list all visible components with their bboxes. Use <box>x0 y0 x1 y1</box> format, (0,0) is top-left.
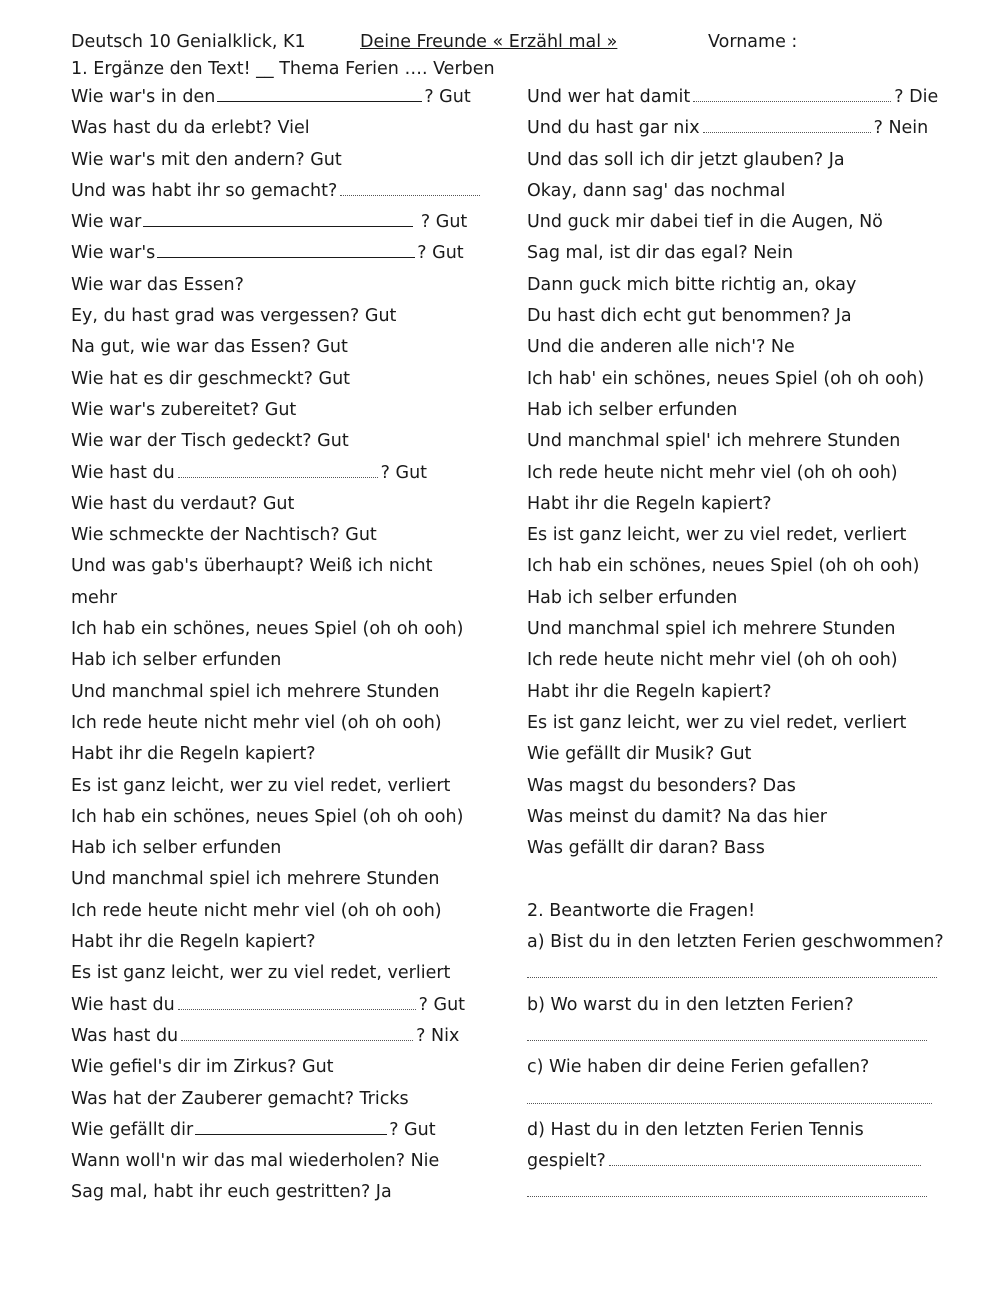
text-line: Wie war der Tisch gedeckt? Gut <box>71 431 349 452</box>
answer-text: ? Die <box>894 87 939 107</box>
fill-in-line <box>71 991 511 1022</box>
answer-blank[interactable] <box>527 961 937 978</box>
text-line: Und was gab's überhaupt? Weiß ich nicht <box>71 556 433 577</box>
text-line: Was meinst du damit? Na das hier <box>527 806 827 827</box>
text-line: Ich rede heute nicht mehr viel (oh oh ooh) <box>71 900 442 921</box>
lyrics-column-left <box>71 83 511 1210</box>
fill-in-line <box>527 1085 972 1116</box>
text-line: Hab ich selber erfunden <box>527 399 738 420</box>
text-line: a) Bist du in den letzten Ferien geschwommen? <box>527 932 944 953</box>
text-line: Okay, dann sag' das nochmal <box>527 180 786 201</box>
answer-text: ? Gut <box>424 87 471 107</box>
text-line: Hab ich selber erfunden <box>71 650 282 671</box>
prompt-text: Wie hast du <box>71 994 175 1015</box>
text-line: Ich rede heute nicht mehr viel (oh oh ooh) <box>527 462 898 483</box>
text-line: Habt ihr die Regeln kapiert? <box>71 744 316 765</box>
fill-in-line <box>527 1022 972 1053</box>
answer-blank[interactable] <box>217 84 422 102</box>
course-label: Deutsch 10 Genialklick, K1 <box>71 32 306 52</box>
lyrics-column-right <box>527 83 972 1210</box>
text-line: Und manchmal spiel ich mehrere Stunden <box>71 681 440 702</box>
answer-text: ? Gut <box>417 243 464 264</box>
text-line: Wie hat es dir geschmeckt? Gut <box>71 368 351 389</box>
text-line: Und guck mir dabei tief in die Augen, Nö <box>527 212 883 233</box>
answer-blank[interactable] <box>693 85 891 102</box>
text-line: c) Wie haben dir deine Ferien gefallen? <box>527 1057 870 1078</box>
answer-text: ? Gut <box>415 212 468 233</box>
answer-blank[interactable] <box>609 1149 921 1166</box>
answer-text: ? Gut <box>418 994 466 1015</box>
text-line: Ich hab ein schönes, neues Spiel (oh oh ooh) <box>527 556 920 577</box>
text-line: mehr <box>71 587 118 608</box>
task-1-heading: 1. Ergänze den Text! __ Thema Ferien …. Verben <box>71 59 495 79</box>
answer-blank[interactable] <box>181 1024 413 1041</box>
text-line: Wie schmeckte der Nachtisch? Gut <box>71 525 377 546</box>
fill-in-line <box>527 1147 972 1178</box>
prompt-text: Wie war <box>71 212 142 233</box>
text-line: 2. Beantworte die Fragen! <box>527 900 756 921</box>
text-line: Wie war's mit den andern? Gut <box>71 149 342 170</box>
answer-blank[interactable] <box>143 209 413 227</box>
fill-in-line <box>71 83 511 114</box>
text-line: Wie war's zubereitet? Gut <box>71 399 297 420</box>
text-line: Sag mal, ist dir das egal? Nein <box>527 243 794 264</box>
prompt-text: Und was habt ihr so gemacht? <box>71 180 338 201</box>
text-line: Ich hab ein schönes, neues Spiel (oh oh ooh) <box>71 619 464 640</box>
text-line: Sag mal, habt ihr euch gestritten? Ja <box>71 1182 392 1203</box>
answer-blank[interactable] <box>340 179 480 196</box>
fill-in-line <box>527 83 972 114</box>
text-line: Und die anderen alle nich'? Ne <box>527 337 795 358</box>
answer-text: ? Gut <box>389 1119 436 1140</box>
fill-in-line <box>71 239 511 270</box>
text-line: Es ist ganz leicht, wer zu viel redet, verliert <box>71 775 451 796</box>
answer-blank[interactable] <box>527 1180 927 1197</box>
prompt-text: Wie war's <box>71 243 156 264</box>
prompt-text: Wie war's in den <box>71 87 216 107</box>
text-line: Hab ich selber erfunden <box>71 838 282 859</box>
answer-blank[interactable] <box>178 993 416 1010</box>
text-line: Hab ich selber erfunden <box>527 587 738 608</box>
fill-in-line <box>71 459 511 490</box>
text-line: Wie war das Essen? <box>71 274 244 295</box>
text-line: Es ist ganz leicht, wer zu viel redet, verliert <box>527 525 907 546</box>
text-line: Na gut, wie war das Essen? Gut <box>71 337 348 358</box>
text-line: Habt ihr die Regeln kapiert? <box>527 681 772 702</box>
prompt-text: Was hast du <box>71 1025 179 1046</box>
answer-text: ? Nein <box>873 118 929 139</box>
text-line: Ich rede heute nicht mehr viel (oh oh ooh) <box>71 712 442 733</box>
text-line: Ich hab' ein schönes, neues Spiel (oh oh ooh) <box>527 368 925 389</box>
fill-in-line <box>527 1178 972 1209</box>
answer-blank[interactable] <box>703 116 871 133</box>
blank-line <box>527 865 972 896</box>
text-line: Und manchmal spiel' ich mehrere Stunden <box>527 431 901 452</box>
text-line: d) Hast du in den letzten Ferien Tennis <box>527 1119 864 1140</box>
text-line: Was hat der Zauberer gemacht? Tricks <box>71 1088 409 1109</box>
prompt-text: Und wer hat damit <box>527 87 691 107</box>
text-line: Und das soll ich dir jetzt glauben? Ja <box>527 149 845 170</box>
text-line: Wie hast du verdaut? Gut <box>71 493 295 514</box>
vorname-label: Vorname : <box>708 32 798 52</box>
text-line: Habt ihr die Regeln kapiert? <box>527 493 772 514</box>
prompt-text: Und du hast gar nix <box>527 118 700 139</box>
text-line: Habt ihr die Regeln kapiert? <box>71 932 316 953</box>
text-line: Dann guck mich bitte richtig an, okay <box>527 274 857 295</box>
text-line: Wie gefiel's dir im Zirkus? Gut <box>71 1057 334 1078</box>
fill-in-line <box>71 1022 511 1053</box>
answer-blank[interactable] <box>527 1024 927 1041</box>
text-line: b) Wo warst du in den letzten Ferien? <box>527 994 854 1015</box>
prompt-text: gespielt? <box>527 1151 606 1172</box>
text-line: Ey, du hast grad was vergessen? Gut <box>71 306 397 327</box>
text-line: Und manchmal spiel ich mehrere Stunden <box>71 869 440 890</box>
answer-blank[interactable] <box>178 461 378 478</box>
fill-in-line <box>71 177 511 208</box>
text-line: Was magst du besonders? Das <box>527 775 796 796</box>
text-line: Du hast dich echt gut benommen? Ja <box>527 306 852 327</box>
text-line: Wie gefällt dir Musik? Gut <box>527 744 752 765</box>
text-line: Wann woll'n wir das mal wiederholen? Nie <box>71 1151 440 1172</box>
text-line: Es ist ganz leicht, wer zu viel redet, verliert <box>527 712 907 733</box>
text-line: Ich hab ein schönes, neues Spiel (oh oh ooh) <box>71 806 464 827</box>
text-line: Was hast du da erlebt? Viel <box>71 118 310 139</box>
fill-in-line <box>527 959 972 990</box>
answer-blank[interactable] <box>157 240 415 258</box>
answer-text: ? Gut <box>380 462 428 483</box>
fill-in-line <box>527 114 972 145</box>
fill-in-line <box>71 1116 511 1147</box>
text-line: Ich rede heute nicht mehr viel (oh oh ooh) <box>527 650 898 671</box>
prompt-text: Wie hast du <box>71 462 175 483</box>
answer-text: ? Nix <box>416 1025 460 1046</box>
answer-blank[interactable] <box>527 1087 932 1104</box>
prompt-text: Wie gefällt dir <box>71 1119 194 1140</box>
fill-in-line <box>71 208 511 239</box>
text-line: Was gefällt dir daran? Bass <box>527 838 765 859</box>
answer-blank[interactable] <box>195 1117 387 1135</box>
text-line: Es ist ganz leicht, wer zu viel redet, verliert <box>71 963 451 984</box>
text-line: Und manchmal spiel ich mehrere Stunden <box>527 619 896 640</box>
worksheet-title: Deine Freunde « Erzähl mal » <box>360 32 618 52</box>
